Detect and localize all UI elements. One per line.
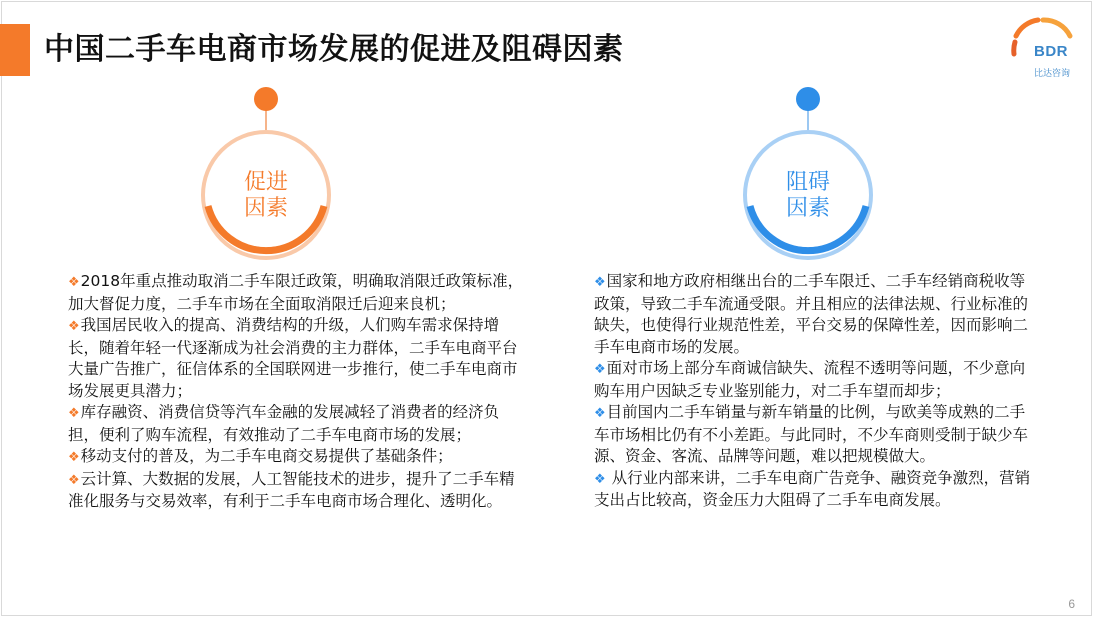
page-number: 6 bbox=[1068, 597, 1075, 611]
diamond-bullet-icon: ❖ bbox=[68, 472, 80, 488]
hinder-label-line2: 因素 bbox=[785, 196, 830, 221]
promote-item: ❖库存融资、消费信贷等汽车金融的发展减轻了消费者的经济负担，便利了购车流程，有效推动了二手车电商市场的发展； bbox=[68, 403, 500, 444]
promote-item: ❖2018年重点推动取消二手车限迁政策，明确取消限迁政策标准，加大督促力度，二手车市场在全面取消限迁后迎来良机； bbox=[68, 272, 524, 313]
diamond-bullet-icon: ❖ bbox=[594, 362, 606, 377]
promote-factor-list bbox=[68, 271, 526, 513]
hinder-item: ❖面对市场上部分车商诚信缺失、流程不透明等问题，不少意向购车用户因缺乏专业鉴别能力，对二手车望而却步； bbox=[594, 359, 1026, 400]
hinder-item: ❖国家和地方政府相继出台的二手车限迁、二手车经销商税收等政策，导致二手车流通受限。并且相应的法律法规、行业标准的缺失，也使得行业规范性差，平台交易的保障性差，因而影响二手车电商市场的发展。 bbox=[594, 272, 1029, 356]
hinder-label-line1: 阻碍 bbox=[785, 170, 830, 195]
promote-item: ❖移动支付的普及，为二手车电商交易提供了基础条件； bbox=[68, 447, 453, 465]
hinder-factor-badge bbox=[738, 80, 878, 260]
diamond-bullet-icon: ❖ bbox=[68, 275, 80, 290]
promote-label-line1: 促进 bbox=[243, 170, 288, 195]
hinder-factor-list bbox=[594, 271, 1040, 512]
promote-label-line2: 因素 bbox=[243, 196, 288, 221]
diamond-bullet-icon: ❖ bbox=[68, 406, 80, 421]
logo-text: BDR bbox=[1034, 43, 1068, 60]
diamond-bullet-icon: ❖ bbox=[594, 275, 606, 290]
promote-factor-badge bbox=[196, 80, 336, 260]
promote-item: ❖我国居民收入的提高、消费结构的升级，人们购车需求保持增长，随着年轻一代逐渐成为社会消费的主力群体，二手车电商平台大量广告推广，征信体系的全国联网进一步推行，使二手车电商市场发展更具潜力； bbox=[68, 316, 518, 400]
diamond-bullet-icon: ❖ bbox=[594, 471, 606, 487]
page-title: 中国二手车电商市场发展的促进及阻碍因素 bbox=[44, 32, 624, 67]
diamond-bullet-icon: ❖ bbox=[68, 450, 80, 465]
diamond-bullet-icon: ❖ bbox=[594, 406, 606, 421]
diamond-bullet-icon: ❖ bbox=[68, 319, 80, 334]
hinder-item: ❖目前国内二手车销量与新车销量的比例，与欧美等成熟的二手车市场相比仍有不小差距。与此同时，不少车商则受制于缺少车源、资金、客流、品牌等问题，难以把规模做大。 bbox=[594, 403, 1029, 465]
hinder-item: ❖ 从行业内部来讲，二手车电商广告竞争、融资竞争激烈，营销支出占比较高，资金压力大阻碍了二手车电商发展。 bbox=[594, 468, 1031, 509]
promote-item: ❖云计算、大数据的发展，人工智能技术的进步，提升了二手车精准化服务与交易效率，有利于二手车电商市场合理化、透明化。 bbox=[68, 469, 515, 510]
logo-subtitle: 比达咨询 bbox=[1034, 69, 1071, 79]
title-accent-bar bbox=[0, 24, 30, 76]
